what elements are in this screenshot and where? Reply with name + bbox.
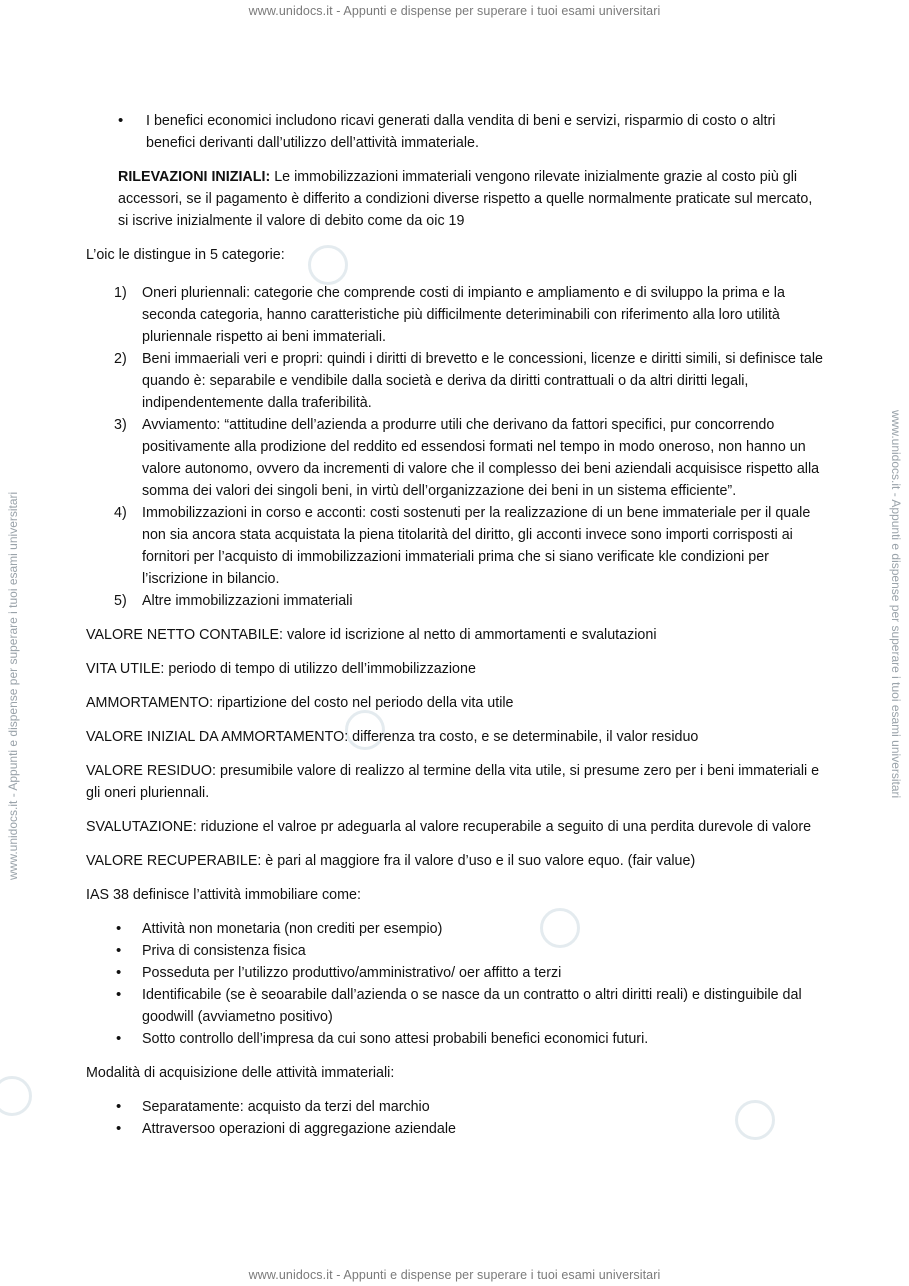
categories-list [86, 282, 826, 612]
list-item: • Identificabile (se è seoarabile dall’azienda o se nasce da un contratto o altri diritti reali) e distinguibile dal goodwill (avviametno positivo) [86, 984, 826, 1028]
document-body [86, 110, 826, 1140]
list-item: • Priva di consistenza fisica [86, 940, 826, 962]
list-item: 3) Avviamento: “attitudine dell’azienda a produrre utili che derivano da fattori specifici, pur concorrendo positivamente alla prodizione del reddito ed essendosi formati nel tempo in modo oneroso, non hanno un valore autonomo, ovvero da incrementi di valore che il complesso dei beni aziendali acquisisce rispetto alla somma dei valori dei singoli beni, in virtù dell’organizzazione dei beni in un sistema efficiente”. [114, 417, 820, 499]
list-item: 4) Immobilizzazioni in corso e acconti: costi sostenuti per la realizzazione di un bene immateriale per il quale non sia ancora stata acquistata la piena titolarità del diritto, gli acconti invece sono importi corrisposti ai fornitori per l’acquisto di immobilizzazioni immateriali prima che si siano verificate kle condizioni per l’iscrizione in bilancio. [114, 505, 811, 587]
ias-list [86, 918, 826, 1050]
definition: SVALUTAZIONE: riduzione el valroe pr adeguarla al valore recuperabile a seguito di una perdita durevole di valore [86, 819, 812, 835]
modalita-list [86, 1096, 826, 1140]
definition: VALORE INIZIAL DA AMMORTAMENTO: differenza tra costo, e se determinabile, il valor residuo [86, 729, 699, 745]
unidocs-logo-icon [0, 1076, 32, 1116]
list-item: 1) Oneri pluriennali: categorie che comprende costi di impianto e ampliamento e di sviluppo la prima e la seconda categoria, hanno caratteristiche più difficilmente deteriminabili con riferimento alla loro utilità pluriennale rispetto ai beni immateriali. [114, 285, 785, 345]
rilevazioni-paragraph [86, 166, 826, 232]
list-item: • Sotto controllo dell’impresa da cui sono attesi probabili benefici economici futuri. [86, 1028, 826, 1050]
rilevazioni-label: RILEVAZIONI INIZIALI: [118, 169, 271, 185]
list-item: • Posseduta per l’utilizzo produttivo/amministrativo/ oer affitto a terzi [86, 962, 826, 984]
ias-intro: IAS 38 definisce l’attività immobiliare come: [86, 887, 361, 903]
oic-intro: L’oic le distingue in 5 categorie: [86, 247, 285, 263]
definition: VITA UTILE: periodo di tempo di utilizzo dell’immobilizzazione [86, 661, 476, 677]
list-item: 5) Altre immobilizzazioni immateriali [114, 593, 353, 609]
list-item: • Separatamente: acquisto da terzi del marchio [86, 1096, 826, 1118]
definition: VALORE NETTO CONTABILE: valore id iscrizione al netto di ammortamenti e svalutazioni [86, 627, 657, 643]
definition: VALORE RESIDUO: presumibile valore di realizzo al termine della vita utile, si presume zero per i beni immateriali e gli oneri pluriennali. [86, 763, 820, 801]
watermark-side-left: www.unidocs.it - Appunti e dispense per superare i tuoi esami universitari [6, 491, 20, 880]
modalita-intro: Modalità di acquisizione delle attività immateriali: [86, 1065, 395, 1081]
watermark-header: www.unidocs.it - Appunti e dispense per superare i tuoi esami universitari [248, 4, 661, 18]
list-item: • Attività non monetaria (non crediti per esempio) [86, 918, 826, 940]
intro-bullet: • I benefici economici includono ricavi generati dalla vendita di beni e servizi, risparmio di costo o altri benefici derivanti dall’utilizzo dell’attività immateriale. [86, 110, 826, 154]
list-item: • Attraversoo operazioni di aggregazione aziendale [86, 1118, 826, 1140]
definition: VALORE RECUPERABILE: è pari al maggiore fra il valore d’uso e il suo valore equo. (fair value) [86, 853, 696, 869]
watermark-side-right: www.unidocs.it - Appunti e dispense per superare i tuoi esami universitari [889, 410, 903, 799]
rilevazioni-text: Le immobilizzazioni immateriali vengono rilevate inizialmente grazie al costo più gli accessori, se il pagamento è differito a condizioni diverse rispetto a quelle normalmente praticate sul mercato, si iscrive inizialmente il valore di debito come da oic 19 [118, 169, 813, 229]
list-item: 2) Beni immaeriali veri e propri: quindi i diritti di brevetto e le concessioni, licenze e diritti simili, si definisce tale quando è: separabile e vendibile dalla società e deriva da diritti contrattuali o da altri diritti legali, indipendentemente dalla traferibilità. [114, 351, 823, 411]
definition: AMMORTAMENTO: ripartizione del costo nel periodo della vita utile [86, 695, 514, 711]
watermark-footer: www.unidocs.it - Appunti e dispense per superare i tuoi esami universitari [248, 1268, 661, 1282]
